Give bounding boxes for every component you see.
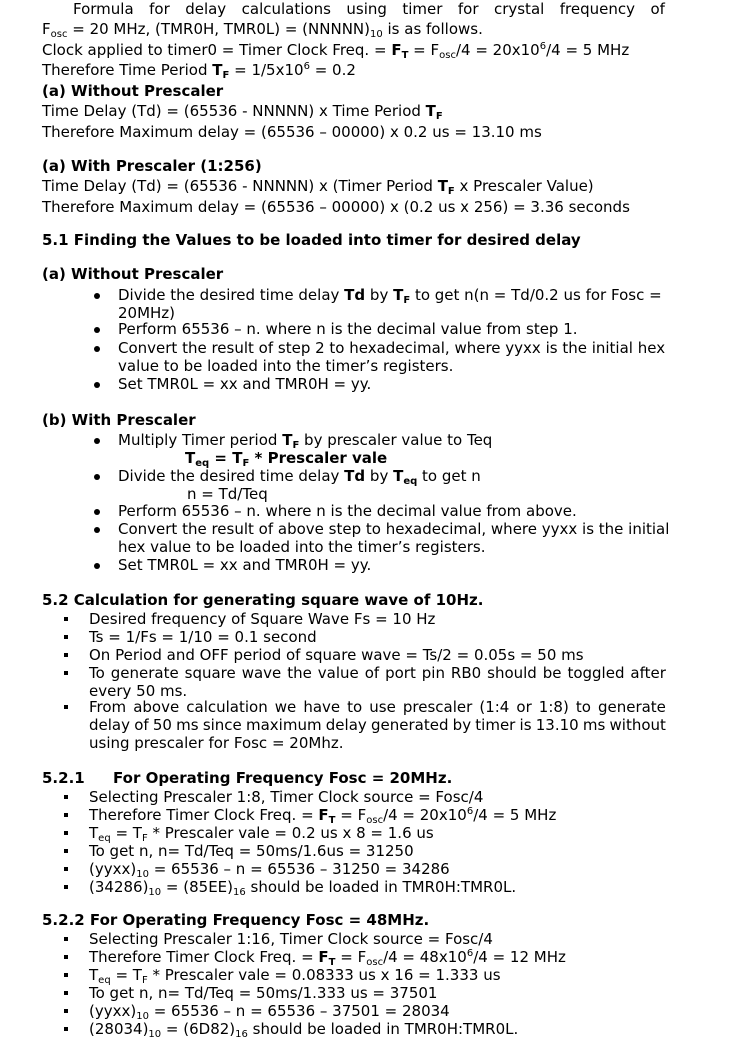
- intro-period-line: Therefore Time Period $T_F = 1/5x10^6 = 0.2$: [42, 61, 356, 81]
- word: prescaler: [402, 698, 473, 716]
- without-max-line: Therefore Maximum delay = (65536 – 00000) x 0.2 us = 13.10 ms: [42, 123, 542, 141]
- word: by: [452, 716, 472, 734]
- s51-a1-cont: 20MHz): [118, 304, 176, 322]
- bullet-icon: [94, 346, 100, 352]
- s51-b4-cont: hex value to be loaded into the timer’s registers.: [118, 538, 486, 556]
- s51-b2: Divide the desired time delay Td by $T_{eq}$ to get n: [118, 467, 481, 487]
- bullet-icon: [64, 937, 68, 941]
- s521-i3: $T_{eq} = T_F$ * Prescaler vale = 0.2 us x 8 = 1.6 us: [89, 824, 434, 844]
- bullet-icon: [64, 849, 68, 853]
- word: for: [149, 0, 170, 18]
- word: we: [274, 698, 297, 716]
- s522-i2: Therefore Timer Clock Freq. = $F_T = F_{osc}/4 = 48x10^6/4 = 12$ MHz: [89, 948, 566, 968]
- word: generate: [597, 698, 666, 716]
- bullet-icon: [64, 973, 68, 977]
- s52-i4: [89, 664, 666, 682]
- word: for: [457, 0, 479, 18]
- word: value: [317, 664, 359, 682]
- bullet-icon: [64, 653, 68, 657]
- s51-a1: Divide the desired time delay Td by $T_F$ to get n(n = Td/0.2 us for Fosc =: [118, 286, 662, 306]
- word: of: [364, 664, 380, 682]
- s522-i5: $(yyxx)_{10} = 65536 - n = 65536 - 37501 = 28034$: [89, 1002, 450, 1022]
- bullet-icon: [64, 867, 68, 871]
- bullet-icon: [94, 509, 100, 515]
- section-5-2-heading: 5.2 Calculation for generating square wave of 10Hz.: [42, 591, 484, 609]
- word: toggled: [567, 664, 625, 682]
- section-5-2-1-title: For Operating Frequency Fosc = 20MHz.: [113, 769, 453, 787]
- word: use: [369, 698, 396, 716]
- bullet-icon: [64, 617, 68, 621]
- bullet-icon: [94, 438, 100, 444]
- s52-i2: Ts = 1/Fs = 1/10 = 0.1 second: [89, 628, 317, 646]
- word: using: [346, 0, 387, 18]
- word: From: [89, 698, 127, 716]
- bullet-icon: [64, 635, 68, 639]
- s51-b1-formula: $T_{eq} = T_F$ * Prescaler vale: [185, 449, 388, 469]
- s51-a2: Perform 65536 – n. where n is the decimal value from step 1.: [118, 320, 578, 338]
- s51-a3: Convert the result of step 2 to hexadecimal, where yyxx is the initial hex: [118, 339, 666, 357]
- word: of: [650, 0, 665, 18]
- word: is: [519, 716, 532, 734]
- word: to: [347, 698, 363, 716]
- bullet-icon: [64, 1009, 68, 1013]
- with-max-line: Therefore Maximum delay = (65536 – 00000) x (0.2 us x 256) = 3.36 seconds: [42, 198, 630, 216]
- word: 1:8): [538, 698, 569, 716]
- word: of: [134, 716, 149, 734]
- bullet-icon: [94, 293, 100, 299]
- s522-i3: $T_{eq} = T_F$ * Prescaler vale = 0.08333 us x 16 = 1.333 us: [89, 966, 501, 986]
- bullet-icon: [94, 327, 100, 333]
- word: maximum: [245, 716, 322, 734]
- word: port: [385, 664, 416, 682]
- s52-i5-line2: [89, 716, 666, 734]
- s521-i5: $(yyxx)_{10} = 65536 - n = 65536 - 31250 = 34286$: [89, 860, 450, 880]
- bullet-icon: [64, 955, 68, 959]
- word: timer: [402, 0, 443, 18]
- s51-b4: Convert the result of above step to hexadecimal, where yyxx is the initial: [118, 520, 670, 538]
- word: square: [184, 664, 236, 682]
- intro-clock-line: Clock applied to timer0 = Timer Clock Freq. = $F_T = F_{osc}/4 = 20x10^6/4 = 5$ MHz: [42, 41, 630, 61]
- word: ms: [582, 716, 606, 734]
- bullet-icon: [64, 885, 68, 889]
- word: RB0: [450, 664, 482, 682]
- section-5-2-1-number: 5.2.1: [42, 769, 85, 787]
- without-td-line: Time Delay (Td) = (65536 - NNNNN) x Time Period $T_F$: [42, 102, 443, 122]
- bullet-icon: [64, 813, 68, 817]
- s51-a4: Set TMR0L = xx and TMR0H = yy.: [118, 375, 372, 393]
- word: 50: [152, 716, 172, 734]
- word: ms: [176, 716, 199, 734]
- word: should: [487, 664, 537, 682]
- word: generate: [110, 664, 179, 682]
- bullet-icon: [64, 705, 68, 709]
- word: crystal: [493, 0, 545, 18]
- s521-i2: Therefore Timer Clock Freq. = $F_T = F_{osc}/4 = 20x10^6/4 = 5$ MHz: [89, 806, 557, 826]
- word: have: [303, 698, 341, 716]
- bullet-icon: [64, 1027, 68, 1031]
- word: delay: [325, 716, 367, 734]
- with-prescaler-heading: (a) With Prescaler (1:256): [42, 157, 262, 175]
- section-5-2-2-heading: 5.2.2 For Operating Frequency Fosc = 48MHz.: [42, 911, 430, 929]
- intro-line-1: [73, 0, 665, 18]
- word: 13.10: [535, 716, 579, 734]
- s51-a3-cont: value to be loaded into the timer’s registers.: [118, 357, 454, 375]
- bullet-icon: [64, 831, 68, 835]
- bullet-icon: [64, 991, 68, 995]
- word: delay: [185, 0, 227, 18]
- s521-i4: To get n, n= Td/Teq = 50ms/1.6us = 31250: [89, 842, 414, 860]
- word: pin: [421, 664, 445, 682]
- s51-b2-formula: n = Td/Teq: [187, 485, 268, 503]
- intro-line-2: $F_{osc} = 20$ MHz, (TMR0H, $TMR0L) = (NNNNN)_{10}$ is as follows.: [42, 20, 483, 40]
- bullet-icon: [94, 474, 100, 480]
- word: generated: [370, 716, 449, 734]
- bullet-icon: [64, 671, 68, 675]
- s52-i3: On Period and OFF period of square wave = Ts/2 = 0.05s = 50 ms: [89, 646, 584, 664]
- word: Formula: [73, 0, 134, 18]
- word: without: [609, 716, 666, 734]
- word: to: [575, 698, 591, 716]
- s52-i1: Desired frequency of Square Wave Fs = 10 Hz: [89, 610, 436, 628]
- s51-b3: Perform 65536 – n. where n is the decimal value from above.: [118, 502, 577, 520]
- word: delay: [89, 716, 130, 734]
- s522-i6: $(28034)_{10} = (6D82)_{16}$ should be loaded in TMR0H:TMR0L.: [89, 1020, 519, 1040]
- word: (1:4: [479, 698, 510, 716]
- word: the: [287, 664, 312, 682]
- s52-i4-cont: every 50 ms.: [89, 682, 188, 700]
- word: wave: [241, 664, 282, 682]
- bullet-icon: [94, 527, 100, 533]
- s52-i5-cont: using prescaler for Fosc = 20Mhz.: [89, 734, 344, 752]
- word: calculation: [186, 698, 268, 716]
- s522-i1: Selecting Prescaler 1:16, Timer Clock source = Fosc/4: [89, 930, 493, 948]
- without-prescaler-heading: (a) Without Prescaler: [42, 82, 224, 100]
- word: timer: [475, 716, 516, 734]
- bullet-icon: [64, 795, 68, 799]
- word: after: [630, 664, 666, 682]
- word: since: [202, 716, 242, 734]
- word: be: [542, 664, 562, 682]
- bullet-icon: [94, 563, 100, 569]
- s51-b-heading: (b) With Prescaler: [42, 411, 196, 429]
- s52-i5: [89, 698, 666, 716]
- s51-b5: Set TMR0L = xx and TMR0H = yy.: [118, 556, 372, 574]
- word: or: [516, 698, 532, 716]
- with-td-line: Time Delay (Td) = (65536 - NNNNN) x (Timer Period $T_F$ x Prescaler Value): [42, 177, 594, 197]
- bullet-icon: [94, 382, 100, 388]
- word: above: [133, 698, 180, 716]
- s51-a-heading: (a) Without Prescaler: [42, 265, 224, 283]
- word: frequency: [559, 0, 635, 18]
- word: calculations: [241, 0, 331, 18]
- s521-i6: $(34286)_{10} = (85EE)_{16}$ should be loaded in TMR0H:TMR0L.: [89, 878, 517, 898]
- s522-i4: To get n, n= Td/Teq = 50ms/1.333 us = 37501: [89, 984, 438, 1002]
- s51-b1: Multiply Timer period $T_F$ by prescaler value to Teq: [118, 431, 493, 451]
- s521-i1: Selecting Prescaler 1:8, Timer Clock source = Fosc/4: [89, 788, 484, 806]
- word: To: [89, 664, 105, 682]
- section-5-1-heading: 5.1 Finding the Values to be loaded into timer for desired delay: [42, 231, 581, 249]
